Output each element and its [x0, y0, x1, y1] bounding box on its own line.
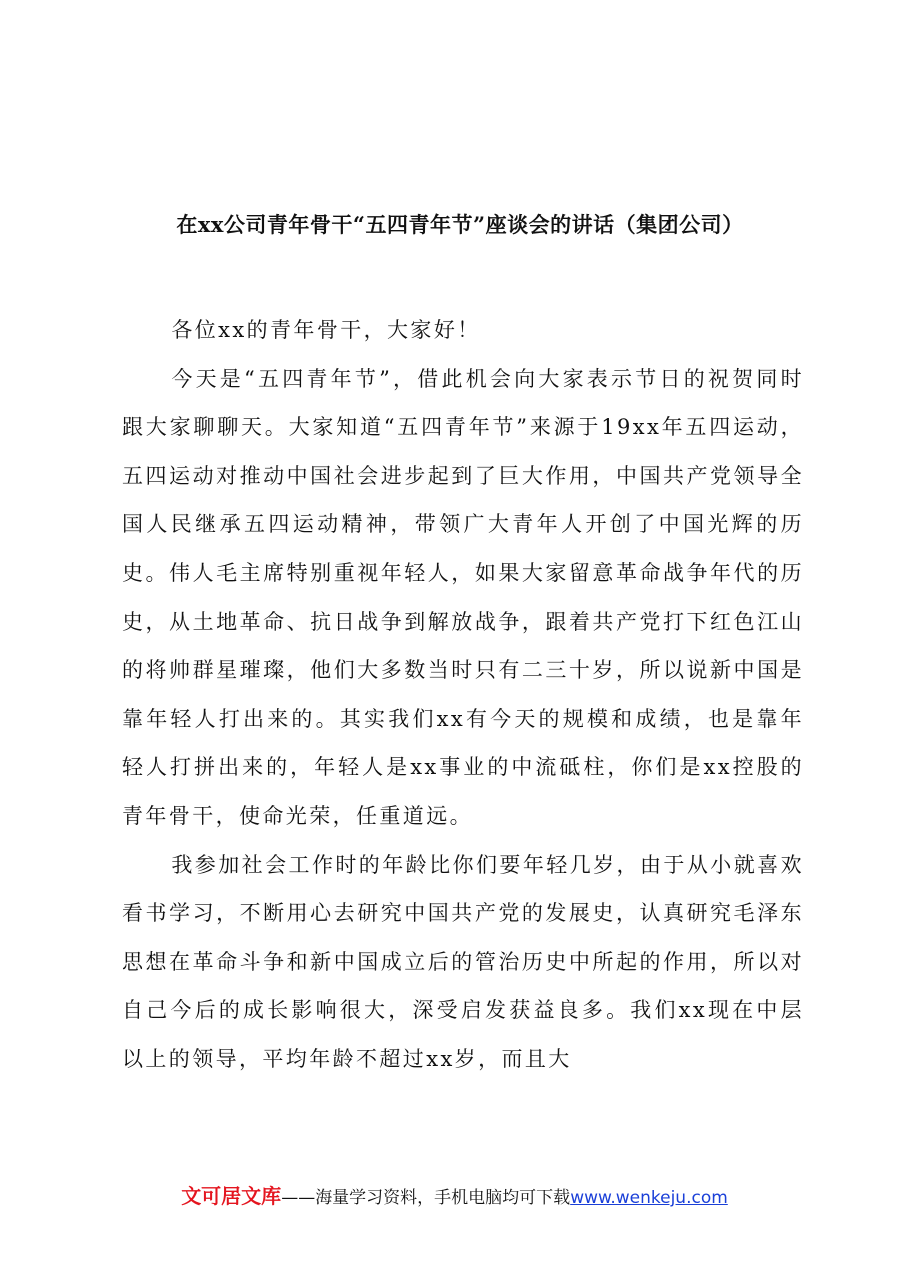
- footer-brand: 文可居文库: [181, 1184, 282, 1208]
- paragraph-greeting: 各位xx的青年骨干，大家好！: [171, 318, 481, 342]
- paragraph-youth-day: 今天是“五四青年节”，借此机会向大家表示节日的祝贺同时跟大家聊聊天。大家知道“五四青年节”来源于19xx年五四运动，五四运动对推动中国社会进步起到了巨大作用，中国共产党领导全国人民继承五四运动精神，带领广大青年人开创了中国光辉的历史。伟人毛主席特别重视年轻人，如果大家留意革命战争年代的历史，从土地革命、抗日战争到解放战争，跟着共产党打下红色江山的将帅群星璀璨，他们大多数当时只有二三十岁，所以说新中国是靠年轻人打出来的。其实我们xx有今天的规模和成绩，也是靠年轻人打拼出来的，年轻人是xx事业的中流砥柱，你们是xx控股的青年骨干，使命光荣，任重道远。: [122, 366, 804, 828]
- paragraph-personal-experience: 我参加社会工作时的年龄比你们要年轻几岁，由于从小就喜欢看书学习，不断用心去研究中国共产党的发展史，认真研究毛泽东思想在革命斗争和新中国成立后的管治历史中所起的作用，所以对自己今后的成长影响很大，深受启发获益良多。我们xx现在中层以上的领导，平均年龄不超过xx岁，而且大: [122, 852, 804, 1071]
- document-body: [122, 306, 804, 1084]
- footer-site-link[interactable]: www.wenkeju.com: [570, 1188, 728, 1208]
- document-title: 在xx公司青年骨干“五四青年节”座谈会的讲话（集团公司）: [176, 212, 744, 237]
- footer-tagline: ——海量学习资料，手机电脑均可下载: [281, 1188, 571, 1208]
- footer-banner: [0, 1181, 909, 1213]
